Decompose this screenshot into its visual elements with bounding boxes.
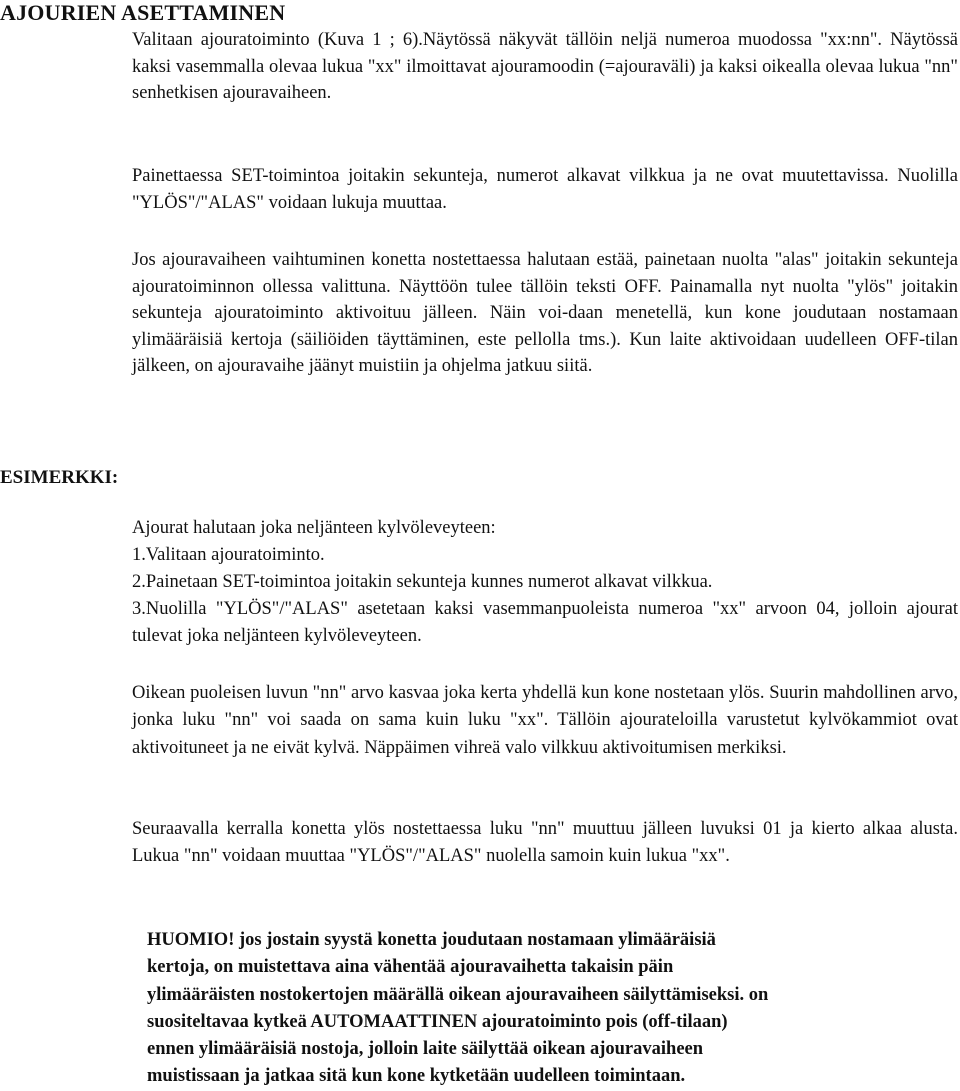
paragraph-function-select: Valitaan ajouratoiminto (Kuva 1 ; 6).Näytössä näkyvät tällöin neljä numeroa muodossa "xx:nn". Näytössä kaksi vasemmalla olevaa lukua "xx" ilmoittavat ajouramoodin (=ajouraväli) ja kaksi oikealla olevaa lukua "nn" senhetkisen ajouravaiheen.	[132, 30, 958, 103]
intro-section	[132, 27, 958, 107]
note-line: kertoja, on muistettava aina vähentää ajouravaihetta takaisin päin	[147, 957, 674, 978]
warning-note	[147, 927, 957, 1091]
example-step-2: 2.Painetaan SET-toimintoa joitakin sekunteja kunnes numerot alkavat vilkkua.	[132, 572, 713, 592]
page-heading: AJOURIEN ASETTAMINEN	[0, 0, 286, 25]
example-next-cycle	[132, 816, 958, 871]
note-line: muistissaan ja jatkaa sitä kun kone kytketään uudelleen toimintaan.	[147, 1066, 686, 1087]
note-line: suositeltavaa kytkeä AUTOMAATTINEN ajouratoiminto pois (off-tilaan)	[147, 1011, 728, 1032]
paragraph-set-button: Painettaessa SET-toimintoa joitakin sekunteja, numerot alkavat vilkkua ja ne ovat muutettavissa. Nuolilla "YLÖS"/"ALAS" voidaan lukuja muuttaa.	[132, 166, 958, 213]
note-line: ylimääräisten nostokertojen määrällä oikean ajouravaiheen säilyttämiseksi. on	[147, 984, 769, 1005]
example-right-value	[132, 680, 958, 762]
example-intro: Ajourat halutaan joka neljänteen kylvöleveyteen:	[132, 518, 496, 538]
paragraph-off-mode: Jos ajouravaiheen vaihtuminen konetta nostettaessa halutaan estää, painetaan nuolta "alas" joitakin sekunteja ajouratoiminnon ollessa valittuna. Näyttöön tulee tällöin teksti OFF. Painamalla nyt nuolta "ylös" joitakin sekunteja ajouratoiminto aktivoituu jälleen. Näin voi-daan menetellä, kun kone joudutaan nostamaan ylimääräisiä kertoja (säiliöiden täyttäminen, este pellolla tms.). Kun laite aktivoidaan uudelleen OFF-tilan jälkeen, on ajouravaihe jäänyt muistiin ja ohjelma jatkuu siitä.	[132, 250, 958, 376]
paragraph-right-value: Oikean puoleisen luvun "nn" arvo kasvaa joka kerta yhdellä kun kone nostetaan ylös. Suurin mahdollinen arvo, jonka luku "nn" voi saada on sama kuin luku "xx". Tällöin ajourateloilla varustetut kylvökammiot ovat aktivoituneet ja ne eivät kylvä. Näppäimen vihreä valo vilkkuu aktivoitumisen merkiksi.	[132, 683, 958, 758]
off-section	[132, 247, 958, 380]
paragraph-next-cycle: Seuraavalla kerralla konetta ylös nostettaessa luku "nn" muuttuu jälleen luvuksi 01 ja kierto alkaa alusta. Lukua "nn" voidaan muuttaa "YLÖS"/"ALAS" nuolella samoin kuin lukua "xx".	[132, 819, 958, 867]
example-step-1: 1.Valitaan ajouratoiminto.	[132, 545, 325, 565]
example-label: ESIMERKKI:	[0, 467, 119, 488]
note-line: ennen ylimääräisiä nostoja, jolloin laite säilyttää oikean ajouravaiheen	[147, 1039, 704, 1060]
example-step-3: 3.Nuolilla "YLÖS"/"ALAS" asetetaan kaksi vasemmanpuoleista numeroa "xx" arvoon 04, jolloin ajourat tulevat joka neljänteen kylvöleveyteen.	[132, 599, 958, 646]
set-section	[132, 163, 958, 216]
example-steps	[132, 515, 958, 650]
note-line: HUOMIO! jos jostain syystä konetta joudutaan nostamaan ylimääräisiä	[147, 930, 716, 950]
